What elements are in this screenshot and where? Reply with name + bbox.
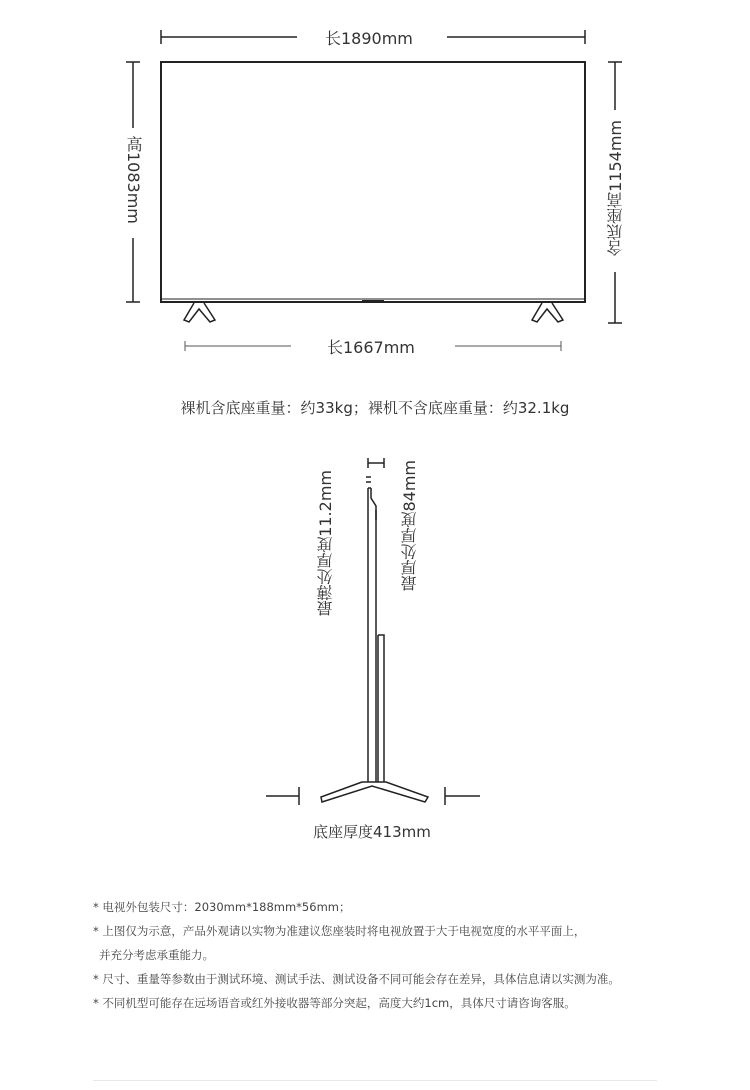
note-item: * 上图仅为示意，产品外观请以实物为准建议您座装时将电视放置于大于电视宽度的水平平面上， [93,924,586,938]
thinnest-thickness-label: 最薄处厚度11.2mm [316,470,335,617]
left-stand-foot [184,303,215,322]
note-item: * 不同机型可能存在远场语音或红外接收器等部分突起，高度大约1cm，具体尺寸请咨询客服。 [93,996,576,1010]
weight-info: 裸机含底座重量：约33kg；裸机不含底座重量：约32.1kg [180,399,570,417]
note-item: * 尺寸、重量等参数由于测试环境、测试手法、测试设备不同可能会存在差异，具体信息请以实测为准。 [93,972,620,986]
thickest-dimension-marker [368,458,384,468]
width-label: 长1890mm [325,26,413,49]
height-with-stand-label: 含底座高1154mm [606,120,625,256]
divider [93,1080,657,1081]
tv-side-profile [368,488,384,782]
stand-depth-label: 底座厚度413mm [313,823,431,841]
disclaimer-notes [93,895,620,1015]
right-stand-foot [532,303,563,322]
tv-screen-front [161,62,585,302]
front-view-diagram [0,0,750,380]
height-label: 高1083mm [124,136,143,224]
side-stand-base [321,782,428,802]
stand-span-label: 长1667mm [327,335,415,358]
stand-depth-dimension-line [266,787,480,805]
note-item: 并充分考虑承重能力。 [99,948,214,962]
side-view-diagram [0,440,750,820]
note-item: * 电视外包装尺寸：2030mm*188mm*56mm； [93,900,351,914]
thickest-thickness-label: 最厚处厚度84mm [400,460,419,592]
thinnest-dimension-marker [366,477,371,482]
